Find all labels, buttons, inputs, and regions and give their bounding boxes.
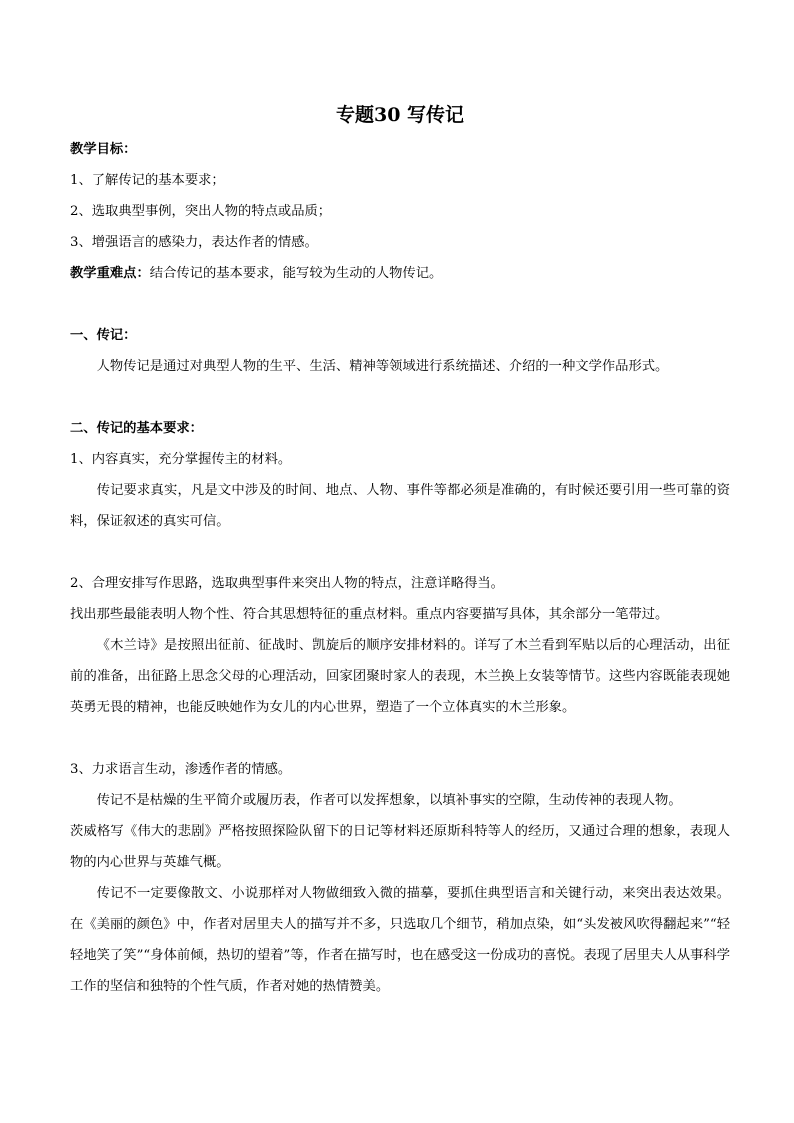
spacer xyxy=(70,723,730,754)
objective-item-1: 1、了解传记的基本要求； xyxy=(70,173,225,188)
document-title: 专题30 写传记 xyxy=(335,104,465,126)
section1-body: 人物传记是通过对典型人物的生平、生活、精神等领域进行系统描述、介绍的一种文学作品形式。 xyxy=(96,359,669,374)
key-points-text: 结合传记的基本要求，能写较为生动的人物传记。 xyxy=(149,266,443,281)
key-points-line xyxy=(70,258,730,289)
section2-item3-body1b: 茨威格写《伟大的悲剧》严格按照探险队留下的日记等材料还原斯科特等人的经历，又通过合理的想象，表现人物的内心世界与英雄气概。 xyxy=(70,824,730,870)
section2-heading: 二、传记的基本要求： xyxy=(70,421,203,436)
section2-item2-body: 《木兰诗》是按照出征前、征战时、凯旋后的顺序安排材料的。详写了木兰看到军贴以后的心理活动，出征前的准备，出征路上思念父母的心理活动，回家团聚时家人的表现，木兰换上女装等情节。这些内容既能表现她英勇无畏的精神，也能反映她作为女儿的内心世界，塑造了一个立体真实的木兰形象。 xyxy=(70,638,730,715)
section1-heading: 一、传记： xyxy=(70,328,137,343)
section2-item2-note: 找出那些最能表明人物个性、符合其思想特征的重点材料。重点内容要描写具体，其余部分一笔带过。 xyxy=(70,607,669,622)
section2-item1-body: 传记要求真实，凡是文中涉及的时间、地点、人物、事件等都必须是准确的，有时候还要引用一些可靠的资料，保证叙述的真实可信。 xyxy=(70,483,730,529)
key-points-label: 教学重难点： xyxy=(70,266,150,281)
objectives-heading: 教学目标： xyxy=(70,142,137,157)
spacer xyxy=(70,537,730,568)
spacer xyxy=(70,382,730,413)
section2-item3-label: 3、力求语言生动，渗透作者的情感。 xyxy=(70,762,292,777)
spacer xyxy=(70,289,730,320)
section2-item3-body2: 传记不一定要像散文、小说那样对人物做细致入微的描摹，要抓住典型语言和关键行动，来突出表达效果。在《美丽的颜色》中，作者对居里夫人的描写并不多，只选取几个细节，稍加点染，如“头发被风吹得翻起来”“轻轻地笑了笑”“身体前倾，热切的望着”等，作者在描写时，也在感受这一份成功的喜悦。表现了居里夫人从事科学工作的坚信和独特的个性气质，作者对她的热情赞美。 xyxy=(70,886,730,994)
objective-item-2: 2、选取典型事例，突出人物的特点或品质； xyxy=(70,204,332,219)
section2-item3-body1: 传记不是枯燥的生平简介或履历表，作者可以发挥想象，以填补事实的空隙，生动传神的表现人物。 xyxy=(96,793,682,808)
section2-item1-label: 1、内容真实，充分掌握传主的材料。 xyxy=(70,452,292,467)
objective-item-3: 3、增强语言的感染力，表达作者的情感。 xyxy=(70,235,318,250)
document-content xyxy=(70,100,730,1002)
section2-item2-label: 2、合理安排写作思路，选取典型事件来突出人物的特点，注意详略得当。 xyxy=(70,576,504,591)
